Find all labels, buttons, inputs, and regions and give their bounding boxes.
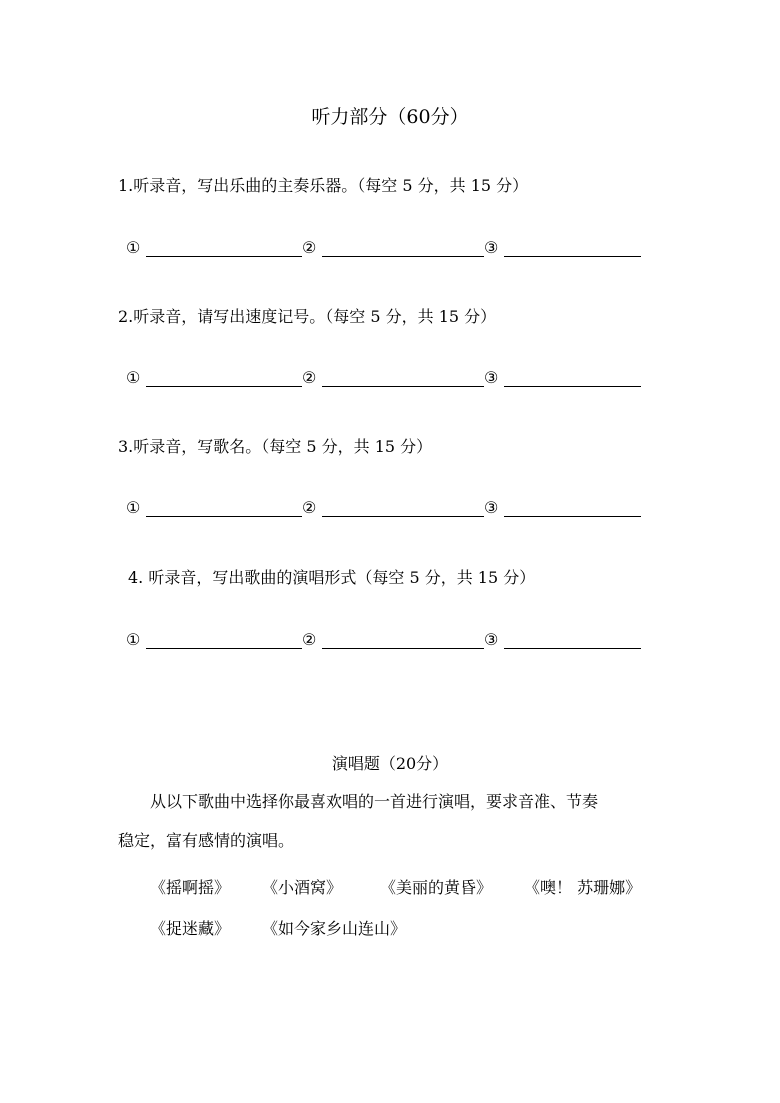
marker-2: ②	[302, 238, 317, 257]
question-1-text: 1.听录音，写出乐曲的主奏乐器。（每空 5 分，共 15 分）	[118, 176, 529, 195]
singing-section-title: 演唱题（20分）	[331, 754, 449, 773]
marker-1: ①	[126, 368, 141, 387]
song-option: 《美丽的黄昏》	[380, 878, 493, 897]
question-2-text: 2.听录音，请写出速度记号。（每空 5 分，共 15 分）	[118, 307, 497, 326]
answer-row-2	[126, 368, 646, 392]
marker-2: ②	[302, 498, 317, 517]
marker-1: ①	[126, 498, 141, 517]
answer-row-1	[126, 238, 646, 262]
answer-blank[interactable]	[504, 386, 641, 387]
answer-row-3	[126, 498, 646, 522]
marker-3: ③	[484, 498, 499, 517]
song-option: 《摇啊摇》	[150, 878, 231, 897]
answer-blank[interactable]	[322, 648, 484, 649]
singing-instruction-line-2: 稳定，富有感情的演唱。	[118, 831, 295, 850]
answer-blank[interactable]	[504, 516, 641, 517]
question-4-text: 4. 听录音，写出歌曲的演唱形式（每空 5 分，共 15 分）	[128, 568, 536, 587]
answer-blank[interactable]	[146, 256, 302, 257]
song-option: 《噢！ 苏珊娜》	[524, 878, 642, 897]
answer-blank[interactable]	[322, 256, 484, 257]
answer-blank[interactable]	[504, 648, 641, 649]
answer-blank[interactable]	[322, 386, 484, 387]
marker-2: ②	[302, 368, 317, 387]
marker-3: ③	[484, 368, 499, 387]
singing-instruction-line-1: 从以下歌曲中选择你最喜欢唱的一首进行演唱，要求音准、节奏	[150, 792, 599, 811]
answer-blank[interactable]	[146, 648, 302, 649]
answer-blank[interactable]	[504, 256, 641, 257]
page-title: 听力部分（60分）	[311, 106, 469, 128]
marker-3: ③	[484, 238, 499, 257]
answer-blank[interactable]	[322, 516, 484, 517]
marker-3: ③	[484, 630, 499, 649]
song-option: 《如今家乡山连山》	[262, 919, 407, 938]
song-option: 《捉迷藏》	[150, 919, 231, 938]
marker-1: ①	[126, 238, 141, 257]
answer-blank[interactable]	[146, 386, 302, 387]
question-3-text: 3.听录音，写歌名。（每空 5 分，共 15 分）	[118, 437, 433, 456]
marker-1: ①	[126, 630, 141, 649]
answer-blank[interactable]	[146, 516, 302, 517]
song-option: 《小酒窝》	[262, 878, 343, 897]
marker-2: ②	[302, 630, 317, 649]
answer-row-4	[126, 630, 646, 654]
